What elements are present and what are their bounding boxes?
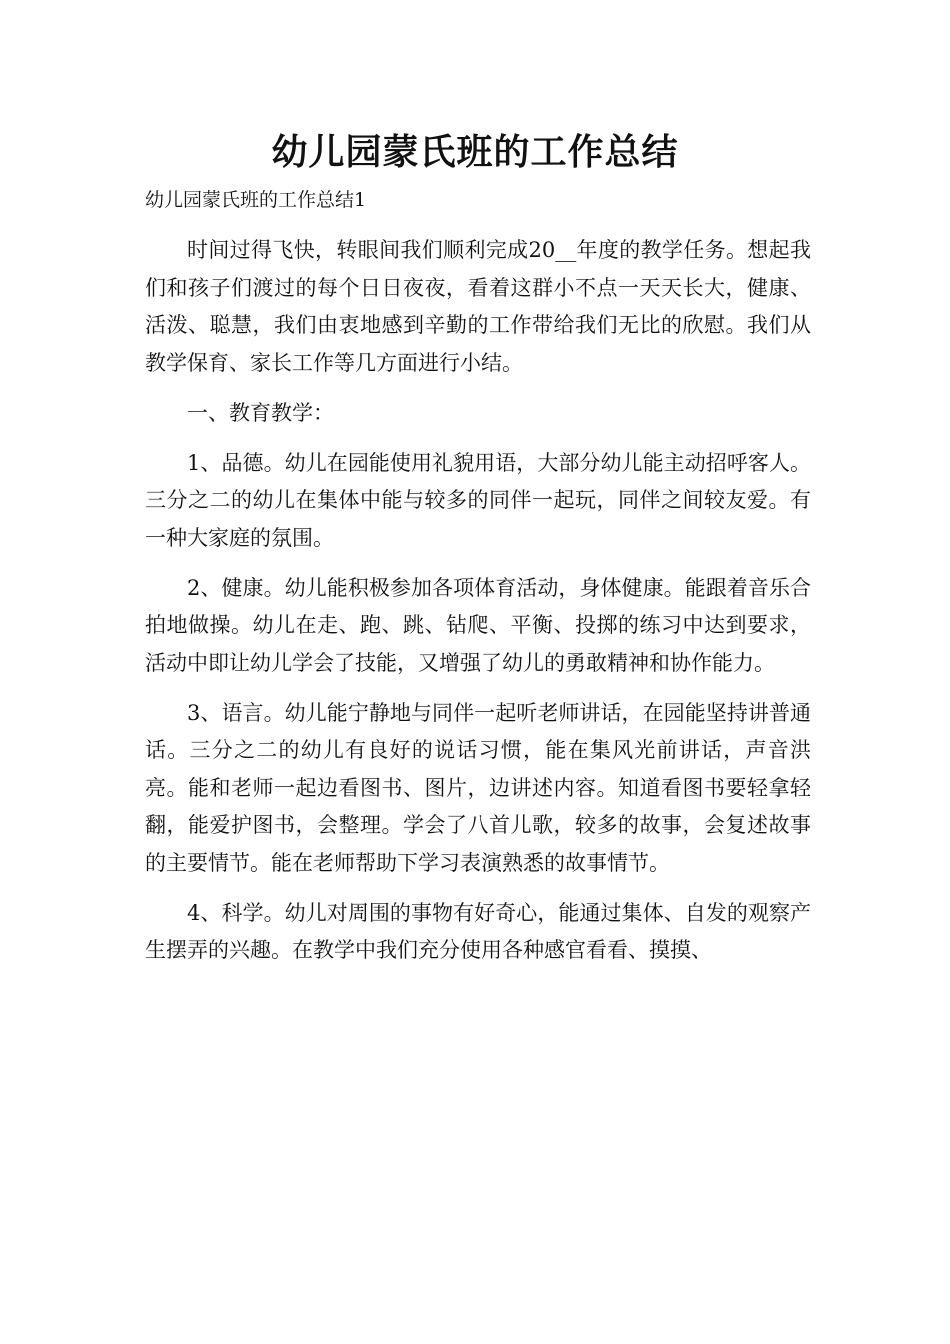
paragraph-health: 2、健康。幼儿能积极参加各项体育活动，身体健康。能跟着音乐合拍地做操。幼儿在走、跑、跳、钻爬、平衡、投掷的练习中达到要求，活动中即让幼儿学会了技能，又增强了幼儿的勇敢精神和协作能力。 — [145, 575, 811, 675]
paragraph-language: 3、语言。幼儿能宁静地与同伴一起听老师讲话，在园能坚持讲普通话。三分之二的幼儿有良好的说话习惯，能在集风光前讲话，声音洪亮。能和老师一起边看图书、图片，边讲述内容。知道看图书要轻拿轻翻，能爱护图书，会整理。学会了八首儿歌，较多的故事，会复述故事的主要情节。能在老师帮助下学习表演熟悉的故事情节。 — [145, 700, 811, 875]
document-title: 幼儿园蒙氏班的工作总结 — [271, 132, 679, 173]
document-body — [145, 232, 811, 970]
document-subtitle: 幼儿园蒙氏班的工作总结1 — [145, 189, 367, 211]
paragraph-science: 4、科学。幼儿对周围的事物有好奇心，能通过集体、自发的观察产生摆弄的兴趣。在教学中我们充分使用各种感官看看、摸摸、 — [145, 900, 811, 962]
section-heading-education: 一、教育教学： — [187, 400, 334, 425]
paragraph-morality: 1、品德。幼儿在园能使用礼貌用语，大部分幼儿能主动招呼客人。三分之二的幼儿在集体中能与较多的同伴一起玩，同伴之间较友爱。有一种大家庭的氛围。 — [145, 450, 811, 550]
paragraph-intro: 时间过得飞快，转眼间我们顺利完成20__年度的教学任务。想起我们和孩子们渡过的每个日日夜夜，看着这群小不点一天天长大，健康、活泼、聪慧，我们由衷地感到辛勤的工作带给我们无比的欣慰。我们从教学保育、家长工作等几方面进行小结。 — [145, 238, 811, 375]
